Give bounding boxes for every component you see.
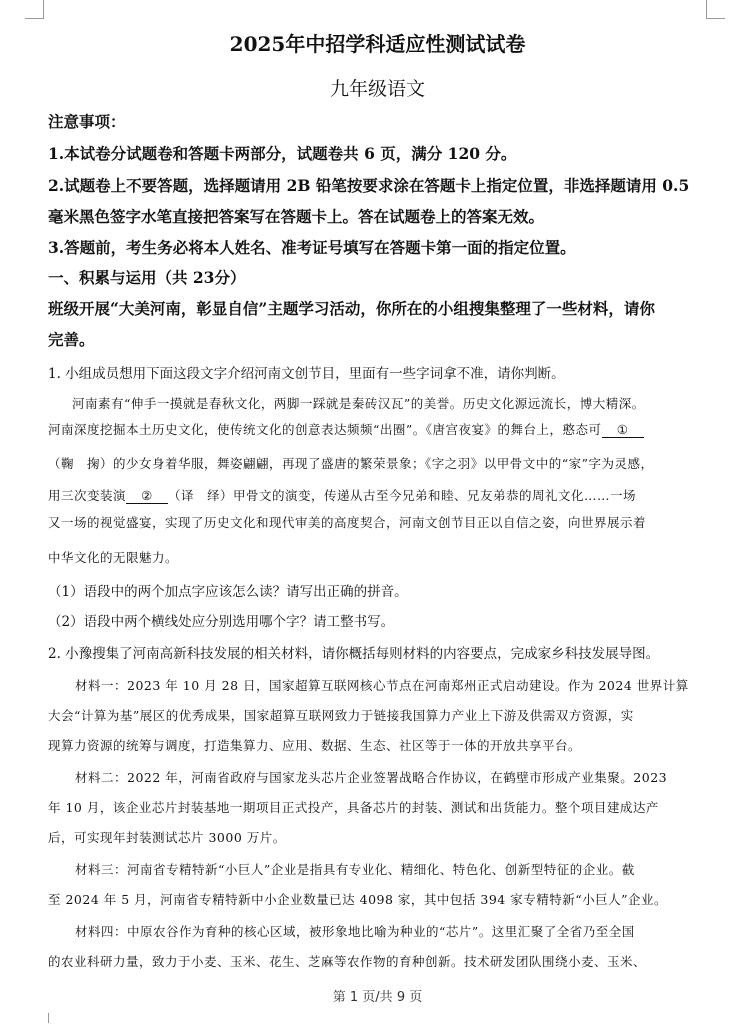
material-2-line: 后，可实现年封装测试芯片 3000 万片。 bbox=[48, 830, 286, 845]
material-4-line: 的农业科研力量，致力于小麦、玉米、花生、芝麻等农作物的育种创新。技术研发团队围绕小麦、玉米、 bbox=[48, 954, 647, 969]
note-item-3: 3.答题前，考生务必将本人姓名、准考证号填写在答题卡第一面的指定位置。 bbox=[48, 238, 576, 257]
material-2-line: 年 10 月，该企业芯片封装基地一期项目正式投产，具备芯片的封装、测试和出货能力。整个项目建成达产 bbox=[48, 800, 659, 815]
material-1-line: 现算力资源的统筹与调度，打造集算力、应用、数据、生态、社区等于一体的开放共享平台。 bbox=[48, 738, 582, 753]
material-4-line: 材料四：中原农谷作为育种的核心区域，被形象地比喻为种业的“芯片”。这里汇聚了全省乃至全国 bbox=[75, 924, 635, 939]
sub-question-1: （1）语段中的两个加点字应该怎么读？请写出正确的拼音。 bbox=[48, 584, 408, 600]
notes-heading: 注意事项： bbox=[48, 112, 126, 131]
note-item-2-line1: 2.试题卷上不要答题，选择题请用 2B 铅笔按要求涂在答题卡上指定位置，非选择题请用 0.5 bbox=[48, 176, 690, 195]
note-item-2-line2: 毫米黑色签字水笔直接把答案写在答题卡上。答在试题卷上的答案无效。 bbox=[48, 207, 545, 226]
passage-line: 用三次变装演 ② （译 绎）甲骨文的演变，传递从古至今兄弟和睦、兄友弟恭的周礼文化……一场 bbox=[48, 488, 637, 503]
passage-line: 中华文化的无限魅力。 bbox=[48, 550, 179, 565]
section-intro-line1: 班级开展“大美河南，彰显自信”主题学习活动，你所在的小组搜集整理了一些材料，请你 bbox=[48, 299, 655, 318]
exam-subtitle: 九年级语文 bbox=[329, 78, 425, 100]
passage-line: 河南素有“伸手一摸就是春秋文化，两脚一踩就是秦砖汉瓦”的美誉。历史文化源远流长，博大精深。 bbox=[72, 396, 645, 411]
passage-line: （鞠 掬）的少女身着华服，舞姿翩翩，再现了盛唐的繁荣景象；《字之羽》以甲骨文中的“家”字为灵感， bbox=[48, 456, 654, 471]
question-2-stem: 2. 小豫搜集了河南高新科技发展的相关材料，请你概括每则材料的内容要点，完成家乡科技发展导图。 bbox=[48, 646, 660, 662]
blank-1[interactable]: ① bbox=[602, 422, 644, 438]
crop-mark-top-right bbox=[706, 0, 725, 19]
passage-line: 河南深度挖掘本土历史文化，使传统文化的创意表达频频“出圈”。《唐宫夜宴》的舞台上，憨态可 ① bbox=[48, 420, 644, 438]
material-2-line: 材料二：2022 年，河南省政府与国家龙头芯片企业签署战略合作协议，在鹤壁市形成产业集聚。2023 bbox=[75, 770, 668, 785]
page-number: 第 1 页/共 9 页 bbox=[332, 990, 423, 1005]
question-1-stem: 1. 小组成员想用下面这段文字介绍河南文创节目，里面有一些字词拿不准，请你判断。 bbox=[48, 366, 565, 382]
material-3-line: 至 2024 年 5 月，河南省专精特新中小企业数量已达 4098 家，其中包括 394 家专精特新“小巨人”企业。 bbox=[48, 892, 668, 907]
material-1-line: 大会“计算为基”展区的优秀成果，国家超算互联网致力于链接我国算力产业上下游及供需双方资源，实 bbox=[48, 708, 634, 723]
material-3-line: 材料三：河南省专精特新“小巨人”企业是指具有专业化、精细化、特色化、创新型特征的企业。截 bbox=[75, 862, 635, 877]
note-item-1: 1.本试卷分试题卷和答题卡两部分，试题卷共 6 页，满分 120 分。 bbox=[48, 144, 517, 163]
sub-question-2: （2）语段中两个横线处应分别选用哪个字？请工整书写。 bbox=[48, 614, 395, 630]
section-intro-line2: 完善。 bbox=[48, 330, 95, 349]
exam-title: 2025年中招学科适应性测试试卷 bbox=[229, 32, 526, 56]
crop-mark-top-left bbox=[25, 0, 44, 19]
passage-line: 又一场的视觉盛宴，实现了历史文化和现代审美的高度契合，河南文创节目正以自信之姿，向世界展示着 bbox=[48, 515, 647, 530]
blank-2[interactable]: ② bbox=[126, 488, 168, 504]
crop-mark-bottom-left bbox=[30, 1013, 49, 1023]
material-1-line: 材料一：2023 年 10 月 28 日，国家超算互联网核心节点在河南郑州正式启动建设。作为 2024 世界计算 bbox=[75, 678, 689, 693]
section-heading: 一、积累与运用（共 23分） bbox=[48, 268, 246, 287]
